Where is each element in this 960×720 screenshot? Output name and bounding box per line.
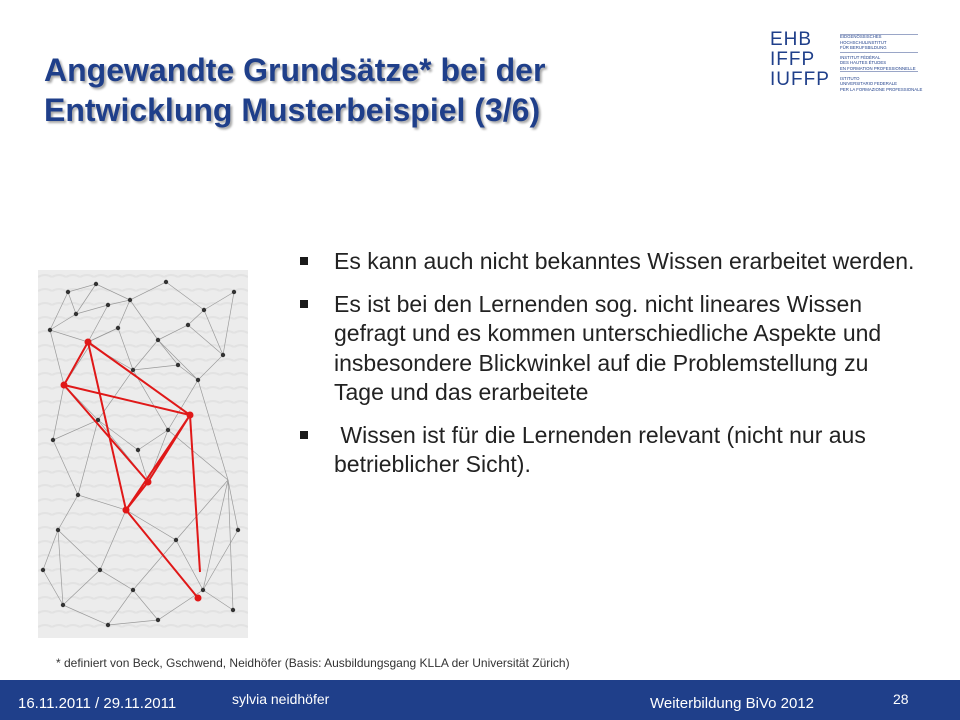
logo-letter-ehb: EHB [770,29,813,50]
bullet-text: Es ist bei den Lernenden sog. nicht lineares Wissen gefragt und es kommen unterschiedliche Aspekte und insbesondere Blickwinkel auf die Problemstellung zu Tage und das erarbeitete [334,290,882,405]
logo-text-line: FÜR BERUFSBILDUNG [840,45,887,51]
bullet-item [298,421,918,480]
logo-text-line: HOCHSCHULINSTITUT [840,39,887,45]
logo-text-line: PER LA FORMAZIONE PROFESSIONALE [840,86,923,92]
logo-text-line: EIDGENÖSSISCHES [840,34,882,39]
square-bullet-icon [300,300,308,308]
footnote: * definiert von Beck, Gschwend, Neidhöfer (Basis: Ausbildungsgang KLLA der Universität Zürich) [56,656,570,670]
page-number: 28 [893,691,909,707]
bullet-item [298,247,918,277]
logo-letters [770,30,840,90]
footer-event: Weiterbildung BiVo 2012 [650,695,815,712]
logo-letter-iuffp: IUFFP [770,69,830,90]
bullet-text: Es kann auch nicht bekanntes Wissen erarbeitet werden. [334,248,915,274]
slide-title [44,50,684,130]
slide-title-line-2: Entwicklung Musterbeispiel (3/6) [44,92,541,128]
square-bullet-icon [300,431,308,439]
footer-date: 16.11.2011 / 29.11.2011 [18,695,177,712]
logo-text-line: INSTITUT FÉDÉRAL [840,54,881,60]
square-bullet-icon [300,257,308,265]
logo-institution-text [840,34,923,92]
bullet-list [298,247,918,493]
network-graph-illustration [38,270,248,638]
logo-text-line: DES HAUTES ÉTUDES [840,60,887,66]
footer-author: sylvia neidhöfer [232,691,330,707]
bullet-text: Wissen ist für die Lernenden relevant (nicht nur aus betrieblicher Sicht). [334,421,873,477]
logo-text-line: ISTITUTO [840,75,860,81]
footer-bar [0,680,960,720]
network-image [38,270,248,638]
bullet-item [298,290,918,408]
logo-text-line: EN FORMATION PROFESSIONNELLE [840,65,916,71]
logo-text-line: UNIVERSITARIO FEDERALE [840,81,897,87]
logo-letter-iffp: IFFP [770,49,816,70]
ehb-logo [770,29,923,92]
slide-title-line-1: Angewandte Grundsätze* bei der [44,52,546,88]
